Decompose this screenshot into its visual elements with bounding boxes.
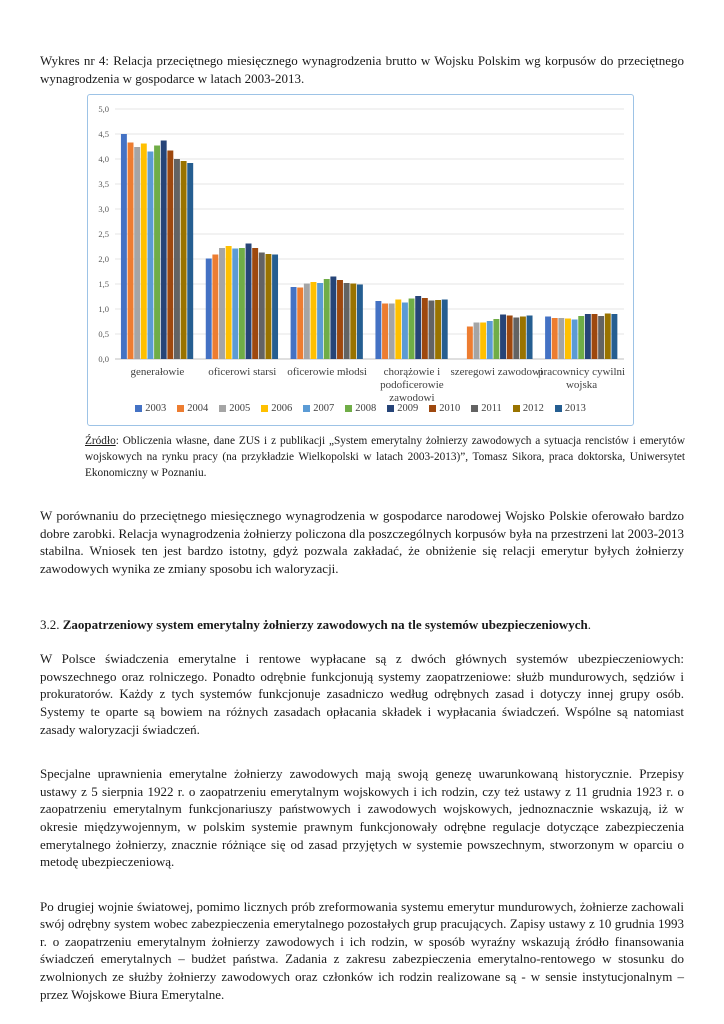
svg-text:1,0: 1,0 xyxy=(98,304,109,315)
legend-swatch-icon xyxy=(177,405,184,412)
bar xyxy=(337,280,343,359)
legend-item xyxy=(471,403,502,414)
legend-item xyxy=(387,403,418,414)
svg-text:2,0: 2,0 xyxy=(98,254,109,265)
chart-caption: Wykres nr 4: Relacja przeciętnego miesięcznego wynagrodzenia brutto w Wojsku Polskim wg korpusów do przeciętnego wynagrodzenia w gospodarce w latach 2003-2013. xyxy=(40,53,684,86)
legend-swatch-icon xyxy=(555,405,562,412)
bar xyxy=(578,316,584,359)
bar xyxy=(605,314,611,360)
bar xyxy=(187,163,193,359)
source-note xyxy=(85,433,685,481)
svg-text:3,5: 3,5 xyxy=(98,179,109,190)
bar xyxy=(317,283,323,359)
bar xyxy=(128,143,134,360)
bar xyxy=(375,301,381,359)
bar xyxy=(232,249,238,360)
bar xyxy=(226,246,232,359)
section-title: Zaopatrzeniowy system emerytalny żołnierzy zawodowych na tle systemów ubezpieczeniowych xyxy=(62,616,588,632)
bar xyxy=(493,319,499,359)
bar xyxy=(297,288,303,360)
svg-text:1,5: 1,5 xyxy=(98,279,109,290)
bar xyxy=(429,301,435,360)
paragraph-3: Specjalne uprawnienia emerytalne żołnierzy zawodowych mają swoją genezę uwarunkowaną historycznie. Przepisy ustawy z 5 sierpnia 1922 r. o zaopatrzeniu emerytalnym wojskowych i ich rodzin, czy też ustawy z 11 grudnia 1923 r. o zaopatrzeniu emerytalnym funkcjonariuszy państwowych i zawodowych wojskowych, jednoznacznie wskazują, iż w okresie międzywojennym, w polskim systemie prawnym funkcjonowały odrębne regulacje dotyczące zabezpieczenia emerytalnego żołnierzy, znacznie różniące się od zasad przyjętych w systemie powszechnym, stworzonym w oparciu o metodę ubezpieczeniową. xyxy=(40,766,684,870)
legend-item xyxy=(345,403,376,414)
bar xyxy=(246,244,252,360)
legend-label: 2008 xyxy=(355,403,377,415)
paragraph-4: Po drugiej wojnie światowej, pomimo licznych prób zreformowania systemu emerytur mundurowych, żołnierze zachowali swój odrębny system wobec zabezpieczenia emerytalnego pozostałych grup pracujących. Zapisy ustawy z 10 grudnia 1993 r. o zaopatrzeniu emerytalnym żołnierzy zawodowych i ich rodzin, w sposób wyraźny wskazują źródło finansowania świadczeń emerytalnych – budżet państwa. Zadania z zakresu zabezpieczenia emerytalno-rentowego w stosunku do zwolnionych ze służby żołnierzy zawodowych oraz członków ich rodzin realizowane są - w sensie instytucjonalnym – przez Wojskowe Biura Emerytalne. xyxy=(40,898,684,1002)
source-label: Źródło xyxy=(85,435,116,448)
svg-text:wojska: wojska xyxy=(565,379,598,392)
legend-swatch-icon xyxy=(303,405,310,412)
legend-label: 2012 xyxy=(522,403,544,415)
legend-swatch-icon xyxy=(513,405,520,412)
legend-item xyxy=(303,403,334,414)
svg-text:chorążowie i: chorążowie i xyxy=(383,366,441,379)
bar xyxy=(252,248,258,359)
bar xyxy=(395,300,401,360)
section-suffix: . xyxy=(587,616,591,632)
bar xyxy=(141,144,147,360)
bar xyxy=(402,303,408,360)
legend-label: 2010 xyxy=(439,403,461,415)
bar xyxy=(291,287,297,359)
legend-label: 2003 xyxy=(145,403,167,415)
legend-item xyxy=(135,403,166,414)
bar xyxy=(181,161,187,359)
legend-swatch-icon xyxy=(387,405,394,412)
bar xyxy=(480,323,486,360)
legend-swatch-icon xyxy=(261,405,268,412)
bar xyxy=(167,151,173,360)
bar xyxy=(174,159,180,359)
bar xyxy=(304,284,310,360)
bar xyxy=(611,314,617,359)
bar xyxy=(154,146,160,360)
svg-text:oficerowie młodsi: oficerowie młodsi xyxy=(287,366,367,379)
bar xyxy=(239,248,245,359)
bar xyxy=(520,317,526,360)
bar xyxy=(545,317,551,360)
bar xyxy=(572,320,578,360)
legend-swatch-icon xyxy=(345,405,352,412)
paragraph-1: W porównaniu do przeciętnego miesięcznego wynagrodzenia w gospodarce narodowej Wojsko Polskie oferowało bardzo dobre zarobki. Relacja wynagrodzenia żołnierzy policzona dla poszczególnych korpusów była na przestrzeni lat 2003-2013 stabilna. Wniosek ten jest bardzo istotny, gdyż pozwala zakładać, że obniżenie się relacji emerytur byłych żołnierzy zawodowych wynika ze zmiany sposobu ich waloryzacji. xyxy=(40,508,684,576)
bar xyxy=(442,300,448,360)
bar xyxy=(219,248,225,359)
bar xyxy=(467,327,473,360)
bar xyxy=(415,296,421,359)
bar xyxy=(435,300,441,359)
bar xyxy=(311,282,317,359)
bar xyxy=(552,318,558,359)
legend-swatch-icon xyxy=(429,405,436,412)
legend-item xyxy=(177,403,208,414)
legend-swatch-icon xyxy=(219,405,226,412)
bar xyxy=(206,259,212,360)
bar xyxy=(344,283,350,359)
bar xyxy=(350,284,356,360)
bar xyxy=(487,321,493,359)
bar xyxy=(592,314,598,359)
svg-text:pracownicy cywilni: pracownicy cywilni xyxy=(538,366,626,379)
legend-label: 2005 xyxy=(229,403,251,415)
svg-text:zawodowi: zawodowi xyxy=(389,392,435,403)
bar-chart-svg xyxy=(88,97,633,402)
svg-text:podoficerowie: podoficerowie xyxy=(380,379,444,392)
legend-item xyxy=(261,403,292,414)
bar xyxy=(585,314,591,359)
legend-label: 2011 xyxy=(481,403,502,415)
chart-legend xyxy=(88,403,633,414)
bar xyxy=(507,316,513,360)
svg-text:0,0: 0,0 xyxy=(98,354,109,365)
bar xyxy=(324,279,330,359)
bar xyxy=(474,323,480,360)
section-heading xyxy=(40,616,684,634)
bar xyxy=(259,253,265,360)
bar xyxy=(357,285,363,360)
bar xyxy=(598,316,604,359)
svg-text:oficerowi starsi: oficerowi starsi xyxy=(208,366,277,379)
bar xyxy=(147,152,153,360)
svg-text:4,0: 4,0 xyxy=(98,154,109,165)
bar xyxy=(500,315,506,360)
svg-text:szeregowi zawodowi: szeregowi zawodowi xyxy=(450,366,544,379)
paragraph-2: W Polsce świadczenia emerytalne i rentowe wypłacane są z dwóch głównych systemów ubezpieczeniowych: powszechnego oraz rolniczego. Ponadto odrębnie funkcjonują systemy zaopatrzeniowe: służb mundurowych, sędziów i prokuratorów. Każdy z tych systemów funkcjonuje zasadniczo według odrębnych zasad i dotyczy innej grupy osób. Systemy te oparte są bowiem na różnych zasadach opłacania składek i wypłacania świadczeń. Wspólne są natomiast zasady waloryzacji świadczeń. xyxy=(40,651,684,737)
legend-swatch-icon xyxy=(471,405,478,412)
svg-text:generałowie: generałowie xyxy=(130,366,185,379)
legend-label: 2007 xyxy=(313,403,335,415)
legend-item xyxy=(513,403,544,414)
bar xyxy=(565,319,571,360)
legend-label: 2006 xyxy=(271,403,293,415)
legend-label: 2009 xyxy=(397,403,419,415)
bar xyxy=(272,255,278,360)
bar xyxy=(134,147,140,359)
legend-label: 2004 xyxy=(187,403,209,415)
svg-text:5,0: 5,0 xyxy=(98,104,109,115)
bar xyxy=(527,316,533,360)
bar xyxy=(212,255,218,360)
legend-item xyxy=(219,403,250,414)
source-text: : Obliczenia własne, dane ZUS i z publikacji „System emerytalny żołnierzy zawodowych a sytuacja rencistów i emerytów wojskowych na rynku pracy (na przykładzie Wielkopolski w latach 2003-2013)”, Tomasz Sikora, praca doktorska, Uniwersytet Ekonomiczny w Poznaniu. xyxy=(85,435,685,480)
svg-text:4,5: 4,5 xyxy=(98,129,109,140)
bar xyxy=(330,277,336,360)
section-number: 3.2. xyxy=(40,616,60,632)
bar xyxy=(265,254,271,359)
bar xyxy=(389,304,395,360)
bar xyxy=(382,304,388,360)
svg-text:0,5: 0,5 xyxy=(98,329,109,340)
bar xyxy=(121,134,127,359)
bar xyxy=(161,141,167,360)
legend-label: 2013 xyxy=(564,403,586,415)
legend-item xyxy=(555,403,586,414)
bar xyxy=(513,318,519,360)
legend-swatch-icon xyxy=(135,405,142,412)
bar xyxy=(409,299,415,360)
bar xyxy=(558,318,564,359)
bar xyxy=(422,298,428,359)
legend-item xyxy=(429,403,460,414)
svg-text:2,5: 2,5 xyxy=(98,229,109,240)
svg-text:3,0: 3,0 xyxy=(98,204,109,215)
chart-frame xyxy=(87,94,634,426)
